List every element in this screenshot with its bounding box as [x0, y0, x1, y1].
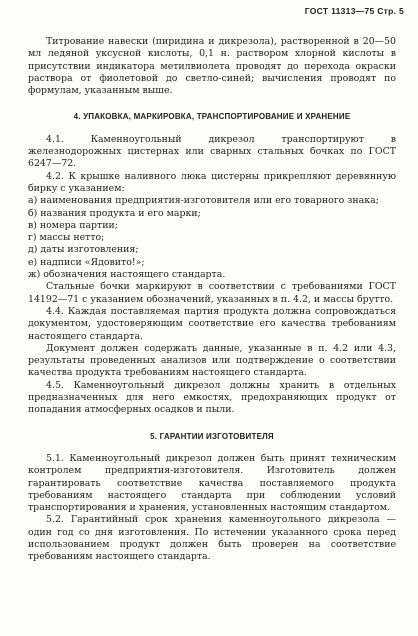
label-item-v: в) номера партии;	[28, 219, 118, 231]
page-content	[28, 36, 396, 564]
label-item-d: д) даты изготовления;	[28, 244, 139, 256]
label-item-e: е) надписи «Ядовито!»;	[28, 256, 145, 268]
section-5-paragraph-5-1: 5.1. Каменноугольный дикрезол должен быть принят техническим контролем предприятия-изготовителя. Изготовитель должен гарантировать соответствие качества поставляемого продукта требованиям настоящего стандарта при соблюдении условий транспортирования и хранения, установленных настоящим стандартом.	[28, 452, 396, 514]
section-4-paragraph-4-1: 4.1. Каменноугольный дикрезол транспортируют в железнодорожных цистернах или сварных стальных бочках по ГОСТ 6247—72.	[28, 133, 396, 170]
page-header: ГОСТ 11313—75 Стр. 5	[304, 6, 404, 16]
section-5-paragraph-5-2: 5.2. Гарантийный срок хранения каменноугольного дикрезола — один год со дня изготовления. По истечении указанного срока перед использованием продукт должен быть проверен на соответствие требованиям настоящего стандарта.	[28, 514, 396, 563]
label-item-b: б) названия продукта и его марки;	[28, 207, 201, 219]
section-4-title: 4. УПАКОВКА, МАРКИРОВКА, ТРАНСПОРТИРОВАНИЕ И ХРАНЕНИЕ	[73, 112, 351, 122]
label-item-g: г) массы нетто;	[28, 232, 105, 244]
section-4-paragraph-4-3: Стальные бочки маркируют в соответствии с требованиями ГОСТ 14192—71 с указанием обозначений, указанных в п. 4.2, и массы брутто.	[28, 281, 396, 305]
label-item-zh: ж) обозначения настоящего стандарта.	[28, 269, 226, 281]
section-4-paragraph-4-5: 4.5. Каменноугольный дикрезол должны хранить в отдельных предназначенных для него емкостях, предохраняющих продукт от попадания атмосферных осадков и пыли.	[28, 379, 396, 416]
section-4-paragraph-document: Документ должен содержать данные, указанные в п. 4.2 или 4.3, результаты проведенных анализов или подтверждение о соответствии качества продукта требованиям настоящего стандарта.	[28, 342, 396, 379]
label-item-a: а) наименования предприятия-изготовителя или его товарного знака;	[28, 195, 379, 207]
intro-paragraph: Титрование навески (пиридина и дикрезола), растворенной в 20—50 мл ледяной уксусной кислоты, 0,1 н. раствором хлорной кислоты в присутствии индикатора метилвиолета проводят до перехода окраски раствора от фиолетовой до светло-синей; вычисления проводят по формулам, указанным выше.	[28, 36, 396, 97]
section-4-paragraph-4-4: 4.4. Каждая поставляемая партия продукта должна сопровождаться документом, удостоверяющим соответствие его качества требованиям настоящего стандарта.	[28, 305, 396, 342]
section-5-title: 5. ГАРАНТИИ ИЗГОТОВИТЕЛЯ	[150, 431, 274, 441]
section-4-paragraph-4-2: 4.2. К крышке наливного люка цистерны прикрепляют деревянную бирку с указанием:	[28, 170, 396, 194]
